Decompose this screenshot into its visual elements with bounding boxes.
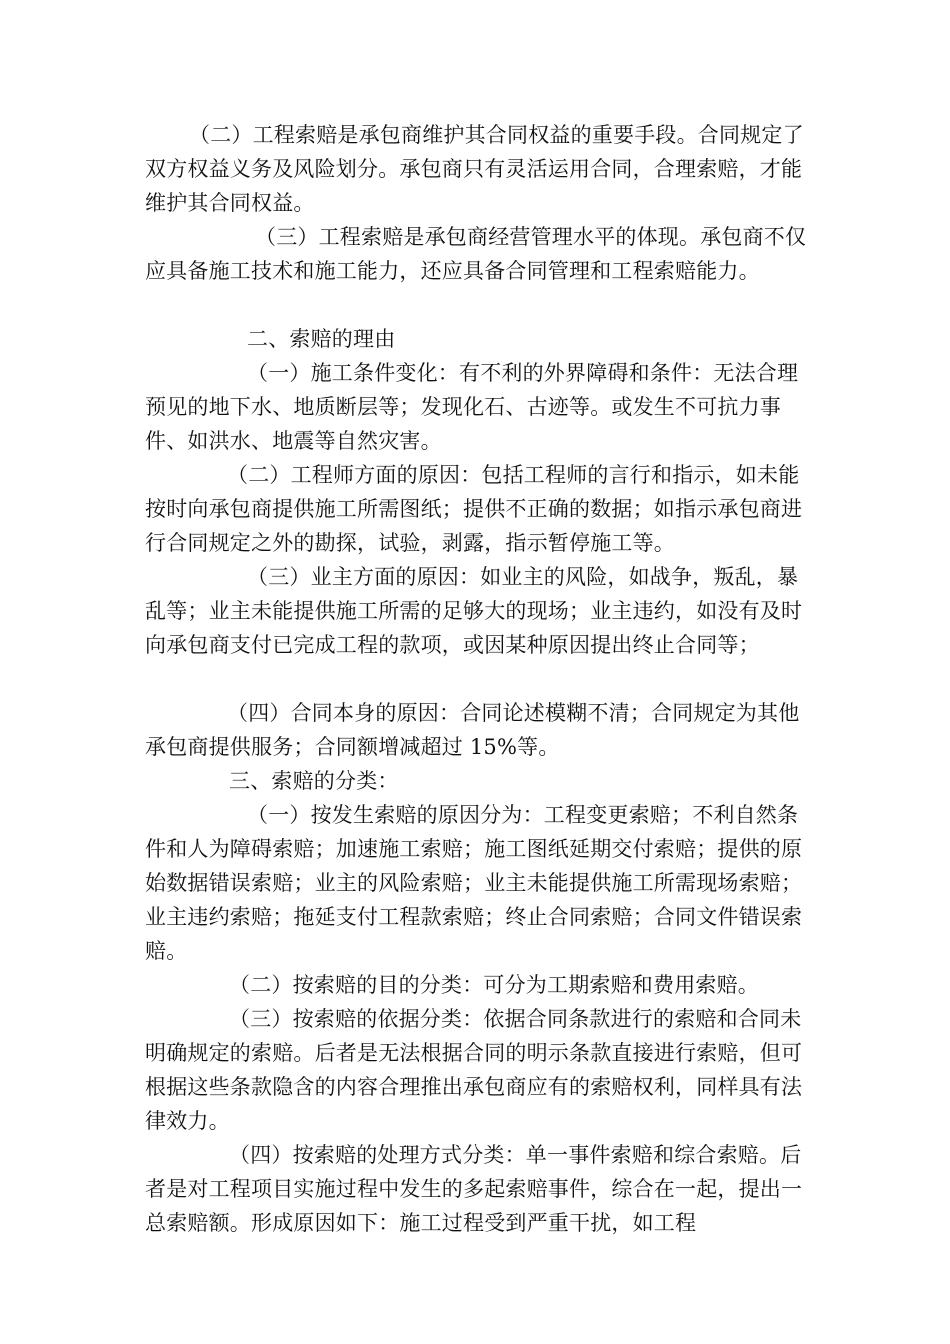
paragraph-types-by-basis: （三）按索赔的依据分类：依据合同条款进行的索赔和合同未明确规定的索赔。后者是无法根据合同的明示条款直接进行索赔，但可根据这些条款隐含的内容合理推出承包商应有的索赔权利，同样具有法律效力。	[145, 1007, 803, 1133]
paragraph-types-by-cause: （一）按发生索赔的原因分为：工程变更索赔；不利自然条件和人为障碍索赔；加速施工索赔；施工图纸延期交付索赔；提供的原始数据错误索赔；业主的风险索赔；业主未能提供施工所需现场索赔；业主违约索赔；拖延支付工程款索赔；终止合同索赔；合同文件错误索赔。	[145, 803, 803, 963]
paragraph-contract-reasons: （四）合同本身的原因：合同论述模糊不清；合同规定为其他承包商提供服务；合同额增减超过 15%等。	[145, 701, 800, 759]
section-heading-claim-reasons: 二、索赔的理由	[247, 327, 396, 351]
paragraph-claim-rights: （二）工程索赔是承包商维护其合同权益的重要手段。合同规定了双方权益义务及风险划分。承包商只有灵活运用合同，合理索赔，才能维护其合同权益。	[145, 123, 804, 215]
paragraph-claim-management: （三）工程索赔是承包商经营管理水平的体现。承包商不仅应具备施工技术和施工能力，还应具备合同管理和工程索赔能力。	[145, 225, 807, 283]
paragraph-types-by-purpose: （二）按索赔的目的分类：可分为工期索赔和费用索赔。	[229, 973, 759, 997]
paragraph-construction-conditions: （一）施工条件变化：有不利的外界障碍和条件：无法合理预见的地下水、地质断层等；发现化石、古迹等。或发生不可抗力事件、如洪水、地震等自然灾害。	[145, 361, 799, 453]
paragraph-owner-reasons: （三）业主方面的原因：如业主的风险，如战争，叛乱，暴乱等；业主未能提供施工所需的足够大的现场；业主违约，如没有及时向承包商支付已完成工程的款项，或因某种原因提出终止合同等；	[145, 565, 803, 657]
paragraph-types-by-handling: （四）按索赔的处理方式分类：单一事件索赔和综合索赔。后者是对工程项目实施过程中发生的多起索赔事件，综合在一起，提出一总索赔额。形成原因如下：施工过程受到严重干扰，如工程	[145, 1143, 803, 1235]
section-heading-claim-types: 三、索赔的分类：	[229, 769, 399, 793]
paragraph-engineer-reasons: （二）工程师方面的原因：包括工程师的言行和指示，如未能按时向承包商提供施工所需图纸；提供不正确的数据；如指示承包商进行合同规定之外的勘探，试验，剥露，指示暂停施工等。	[145, 463, 803, 555]
